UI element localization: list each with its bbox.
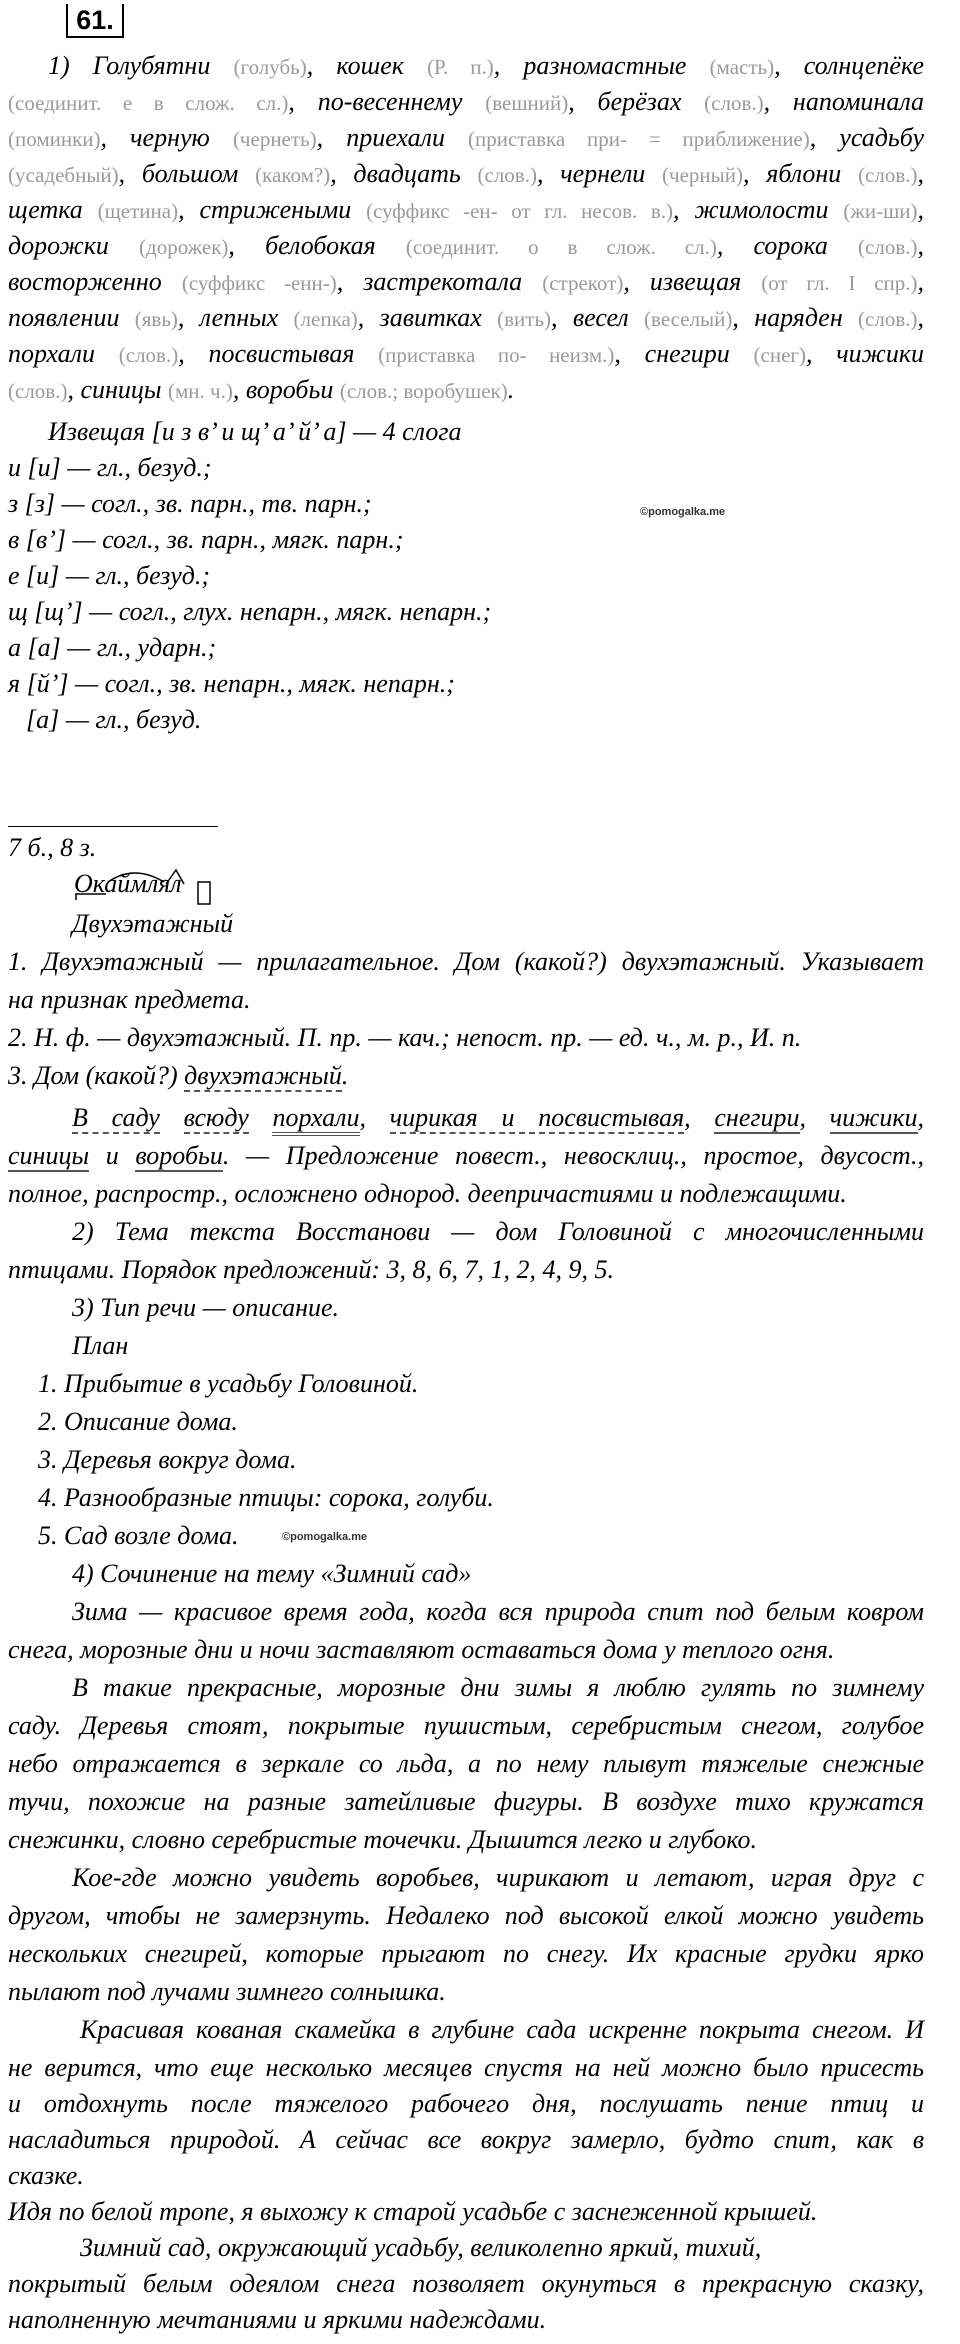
phonetic-title: Извещая [и з в’ и щ’ а’ й’ а] — 4 слога — [48, 417, 462, 446]
hint-text: (вешний) — [485, 91, 569, 115]
essay-line: тучи, похожие на разные затейливые фигуры. В воздухе тихо кружатся — [8, 1787, 924, 1816]
sentence-predicate: порхали — [272, 1103, 359, 1136]
sentence-line-2 — [8, 1138, 924, 1174]
sentence-circumstance: всюду — [183, 1103, 249, 1132]
essay-line: не верится, что еще несколько месяцев спустя на ней можно было присесть — [8, 2053, 924, 2082]
essay-line: покрытый белым одеялом снега позволяет окунуться в прекрасную сказку, — [8, 2269, 924, 2298]
plan-item: 3. Деревья вокруг дома. — [38, 1445, 297, 1474]
sentence-line-1: В саду всюду порхали, чирикая и посвистывая, снегири, чижики, — [72, 1100, 924, 1136]
hint-text: (явь) — [134, 307, 178, 331]
word-text: , — [917, 231, 924, 260]
watermark: ©pomogalka.me — [282, 1531, 368, 1543]
sentence-subject: синицы — [8, 1141, 90, 1170]
task-number: 61. — [66, 4, 124, 38]
word-text: , разномастные — [493, 51, 710, 80]
essay-line: Идя по белой тропе, я выхожу к старой усадьбе с заснеженной крышей. — [8, 2197, 818, 2226]
essay-line: снежинки, словно серебристые точечки. Дышится легко и глубоко. — [8, 1825, 757, 1854]
hint-text: (веселый) — [644, 307, 733, 331]
hint-text: (слов.) — [8, 379, 68, 403]
sentence-gerunds: чирикая и посвистывая — [389, 1103, 685, 1132]
sentence-characteristic: . — Предложение повест., невосклиц., простое, двусост., — [222, 1141, 924, 1170]
essay-line: наполненную мечтаниями и яркими надеждами. — [8, 2305, 547, 2334]
hint-text: (вить) — [497, 307, 552, 331]
hint-text: (масть) — [709, 55, 775, 79]
hint-text: (голубь) — [233, 55, 307, 79]
hint-text: (слов.; воробушек) — [339, 379, 508, 403]
plan-item: 2. Описание дома. — [38, 1407, 238, 1436]
word-text: , жимолости — [673, 195, 844, 224]
plan-title: План — [72, 1331, 129, 1360]
hint-text: (каком?) — [255, 163, 331, 187]
word-text: 1) Голубятни — [48, 51, 234, 80]
essay-line: пылают под лучами зимнего солнышка. — [8, 1977, 446, 2006]
word-text: , двадцать — [330, 159, 478, 188]
phonetic-row: в [в’] — согл., зв. парн., мягк. парн.; — [8, 525, 404, 554]
spelling-line-6 — [8, 228, 924, 265]
word-text: , напоминала — [763, 87, 924, 116]
hint-text: (дорожек) — [139, 235, 229, 259]
word-text: , завитках — [357, 303, 498, 332]
analysis-suffix: . — [341, 1061, 349, 1090]
phonetic-row: и [и] — гл., безуд.; — [8, 453, 212, 482]
word-text: , синицы — [67, 375, 168, 404]
hint-text: (чернеть) — [232, 127, 317, 151]
hint-text: (щетина) — [97, 199, 179, 223]
phonetic-row: я [й’] — согл., зв. непарн., мягк. непарн.; — [8, 669, 455, 698]
hint-text: (слов.) — [477, 163, 537, 187]
hint-text: (соединит. е в слож. сл.) — [8, 91, 289, 115]
spelling-line-2 — [8, 84, 924, 121]
word-text: , — [917, 303, 924, 332]
word-text: , наряден — [732, 303, 859, 332]
essay-line: саду. Деревья стоят, покрытые пушистым, серебристым снегом, голубое — [8, 1711, 924, 1740]
word-text: , сорока — [716, 231, 859, 260]
word-text: , черную — [100, 123, 233, 152]
hint-text: (жи-ши) — [843, 199, 918, 223]
essay-line: Красивая кованая скамейка в глубине сада искренне покрыта снегом. И — [80, 2015, 924, 2044]
word-text: , кошек — [306, 51, 428, 80]
essay-line: Кое-где можно увидеть воробьев, чирикают и летают, играя друг с — [72, 1863, 924, 1892]
theme-line-2: птицами. Порядок предложений: 3, 8, 6, 7, 1, 2, 4, 9, 5. — [8, 1255, 615, 1284]
analysis-line-3: 2. Н. ф. — двухэтажный. П. пр. — кач.; непост. пр. — ед. ч., м. р., И. п. — [8, 1023, 802, 1052]
spelling-line-9 — [8, 336, 924, 373]
word-text: , — [917, 195, 925, 224]
word-text: появлении — [8, 303, 135, 332]
word-text: , большом — [118, 159, 256, 188]
sentence-subject: снегири — [714, 1103, 800, 1132]
analysis-prefix: 3. Дом (какой?) — [8, 1061, 185, 1090]
word-text: дорожки — [8, 231, 140, 260]
analysis-line-2: на признак предмета. — [8, 985, 251, 1014]
hint-text: (слов.) — [704, 91, 764, 115]
spelling-line-5 — [8, 192, 924, 229]
word-text: , — [917, 159, 925, 188]
essay-title: 4) Сочинение на тему «Зимний сад» — [72, 1559, 472, 1588]
hint-text: (приставка по- неизм.) — [378, 343, 615, 367]
hint-text: (суффикс -ен- от гл. несов. в.) — [366, 199, 674, 223]
hint-text: (стрекот) — [542, 271, 624, 295]
hint-text: (соединит. о в слож. сл.) — [405, 235, 717, 259]
essay-line: и отдохнуть после тяжелого рабочего дня, послушать пение птиц и — [8, 2089, 924, 2118]
essay-line: насладиться природой. А сейчас все вокруг замерло, будто спит, как в — [8, 2125, 924, 2154]
hint-text: (черный) — [662, 163, 743, 187]
word-text: , весел — [551, 303, 645, 332]
sentence-circumstance: В саду — [72, 1103, 160, 1132]
spelling-line-8 — [8, 300, 924, 337]
plan-item: 4. Разнообразные птицы: сорока, голуби. — [38, 1483, 494, 1512]
divider — [8, 826, 218, 827]
analysis-line-1: 1. Двухэтажный — прилагательное. Дом (какой?) двухэтажный. Указывает — [8, 947, 924, 976]
hint-text: (суффикс -енн-) — [181, 271, 337, 295]
hint-text: (от гл. I спр.) — [761, 271, 918, 295]
sentence-conjunction: и — [105, 1141, 119, 1170]
hint-text: (мн. ч.) — [168, 379, 233, 403]
essay-line: небо отражается в зеркале со льда, а по нему плывут тяжелые снежные — [8, 1749, 924, 1778]
sentence-subject: воробьи — [135, 1141, 223, 1170]
morpheme-word: Окаймлял — [74, 869, 182, 898]
word-text: , солнцепёке — [774, 51, 925, 80]
word-text: , извещая — [623, 267, 762, 296]
word-text: , яблони — [743, 159, 859, 188]
phonetic-row: а [а] — гл., ударн.; — [8, 633, 217, 662]
speech-type: 3) Тип речи — описание. — [72, 1293, 340, 1322]
essay-line: другом, чтобы не замерзнуть. Недалеко под высокой елкой можно увидеть — [8, 1901, 924, 1930]
hint-text: (снег) — [753, 343, 807, 367]
word-text: , застрекотала — [336, 267, 543, 296]
spelling-line-4 — [8, 156, 924, 193]
word-text: щетка — [8, 195, 98, 224]
word-text: . — [507, 375, 515, 404]
sentence-subject: чижики — [829, 1103, 918, 1132]
underlined-adjective: двухэтажный — [184, 1061, 342, 1090]
phonetic-row: з [з] — согл., зв. парн., тв. парн.; — [8, 489, 372, 518]
word-text: , посвистывая — [178, 339, 379, 368]
word-text: , лепных — [177, 303, 294, 332]
phonetic-row: щ [щ’] — согл., глух. непарн., мягк. непарн.; — [8, 597, 492, 626]
essay-line: снега, морозные дни и ночи заставляют оставаться дома у теплого огня. — [8, 1635, 835, 1664]
word-text: , воробьи — [232, 375, 340, 404]
word-text: , чижики — [806, 339, 925, 368]
word-text: , чернели — [536, 159, 663, 188]
hint-text: (лепка) — [293, 307, 358, 331]
sentence-line-3: полное, распростр., осложнено однород. деепричастиями и подлежащими. — [8, 1179, 847, 1208]
word-text: , стрижеными — [178, 195, 367, 224]
essay-line: нескольких снегирей, которые прыгают по снегу. Их красные грудки ярко — [8, 1939, 924, 1968]
spelling-line-10 — [8, 372, 514, 409]
analysis-line-4 — [8, 1058, 348, 1094]
spelling-line-1 — [48, 48, 924, 85]
adjective-word: Двухэтажный — [72, 909, 234, 938]
phonetic-row: [а] — гл., безуд. — [26, 705, 202, 734]
hint-text: (усадебный) — [8, 163, 119, 187]
word-text: , приехали — [316, 123, 469, 152]
watermark: ©pomogalka.me — [640, 506, 726, 518]
word-text: , снегири — [614, 339, 754, 368]
word-text: , берёзах — [568, 87, 705, 116]
hint-text: (поминки) — [8, 127, 101, 151]
word-text: , — [917, 267, 925, 296]
essay-line: Зимний сад, окружающий усадьбу, великолепно яркий, тихий, — [80, 2233, 762, 2262]
ending-box — [198, 882, 210, 904]
essay-line: В такие прекрасные, морозные дни зимы я люблю гулять по зимнему — [72, 1673, 924, 1702]
hint-text: (слов.) — [858, 235, 918, 259]
phonetic-row: е [и] — гл., безуд.; — [8, 561, 211, 590]
hint-text: (приставка при- = приближение) — [468, 127, 810, 151]
essay-line: Зима — красивое время года, когда вся природа спит под белым ковром — [72, 1597, 924, 1626]
plan-item: 5. Сад возле дома. — [38, 1521, 239, 1550]
plan-item: 1. Прибытие в усадьбу Головиной. — [38, 1369, 419, 1398]
theme-line-1: 2) Тема текста Восстанови — дом Головиной с многочисленными — [72, 1217, 924, 1246]
hint-text: (слов.) — [118, 343, 179, 367]
spelling-line-7 — [8, 264, 924, 301]
word-text: , по-весеннему — [288, 87, 486, 116]
word-text: , белобокая — [228, 231, 406, 260]
essay-line: сказке. — [8, 2161, 84, 2190]
spelling-line-3 — [8, 120, 924, 157]
letter-sound-count: 7 б., 8 з. — [8, 833, 97, 862]
hint-text: (слов.) — [858, 307, 918, 331]
hint-text: (Р. п.) — [427, 55, 494, 79]
word-text: порхали — [8, 339, 119, 368]
word-text: восторженно — [8, 267, 182, 296]
hint-text: (слов.) — [858, 163, 918, 187]
word-text: , усадьбу — [809, 123, 925, 152]
